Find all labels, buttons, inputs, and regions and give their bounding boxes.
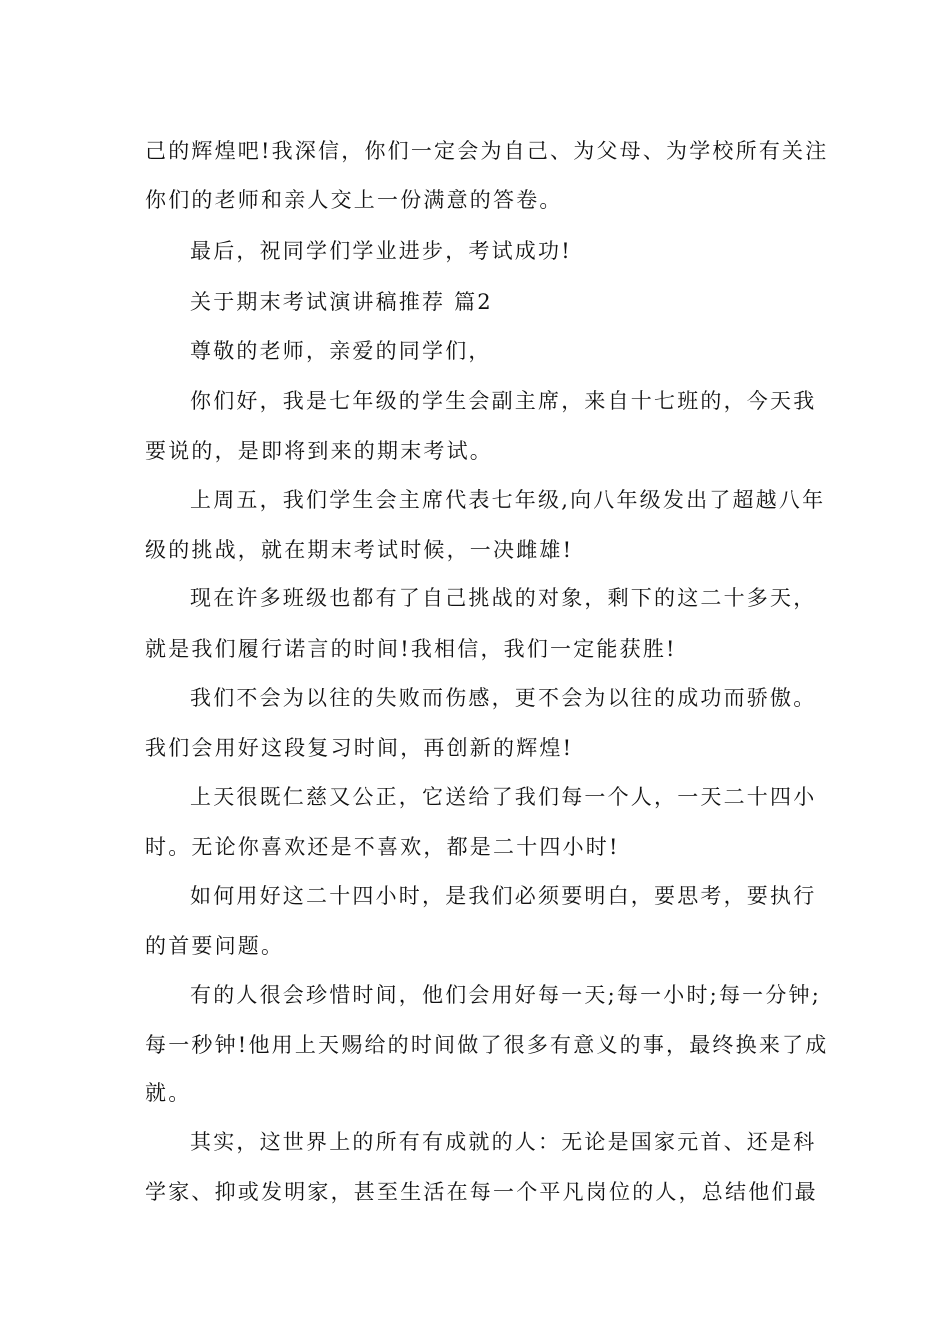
paragraph-line: 学家、抑或发明家，甚至生活在每一个平凡岗位的人，总结他们最 — [145, 1180, 818, 1204]
paragraph-line: 时。无论你喜欢还是不喜欢，都是二十四小时! — [145, 835, 620, 859]
paragraph-line: 就。 — [145, 1081, 192, 1105]
paragraph-line: 最后，祝同学们学业进步，考试成功! — [190, 239, 572, 263]
paragraph-line: 级的挑战，就在期末考试时候，一决雌雄! — [145, 538, 574, 562]
section-heading: 关于期末考试演讲稿推荐 篇2 — [190, 290, 493, 314]
paragraph-line: 如何用好这二十四小时，是我们必须要明白，要思考，要执行 — [190, 884, 817, 908]
paragraph-line: 我们不会为以往的失败而伤感，更不会为以往的成功而骄傲。 — [190, 686, 817, 710]
paragraph-line: 己的辉煌吧!我深信，你们一定会为自己、为父母、为学校所有关注 — [145, 139, 829, 163]
paragraph-line: 的首要问题。 — [145, 934, 285, 958]
paragraph-line: 其实，这世界上的所有有成就的人：无论是国家元首、还是科 — [190, 1130, 817, 1154]
paragraph-line: 要说的，是即将到来的期末考试。 — [145, 439, 493, 463]
paragraph-line: 上天很既仁慈又公正，它送给了我们每一个人，一天二十四小 — [190, 785, 817, 809]
paragraph-line: 就是我们履行诺言的时间!我相信，我们一定能获胜! — [145, 637, 677, 661]
paragraph-line: 有的人很会珍惜时间，他们会用好每一天;每一小时;每一分钟; — [190, 983, 822, 1007]
paragraph-line: 我们会用好这段复习时间，再创新的辉煌! — [145, 736, 574, 760]
paragraph-line: 你们的老师和亲人交上一份满意的答卷。 — [145, 188, 563, 212]
salutation: 尊敬的老师，亲爱的同学们， — [190, 339, 492, 363]
paragraph-line: 你们好，我是七年级的学生会副主席，来自十七班的，今天我 — [190, 389, 817, 413]
paragraph-line: 现在许多班级也都有了自己挑战的对象，剩下的这二十多天， — [190, 586, 817, 610]
paragraph-line: 上周五，我们学生会主席代表七年级,向八年级发出了超越八年 — [190, 488, 826, 512]
paragraph-line: 每一秒钟!他用上天赐给的时间做了很多有意义的事，最终换来了成 — [145, 1033, 829, 1057]
